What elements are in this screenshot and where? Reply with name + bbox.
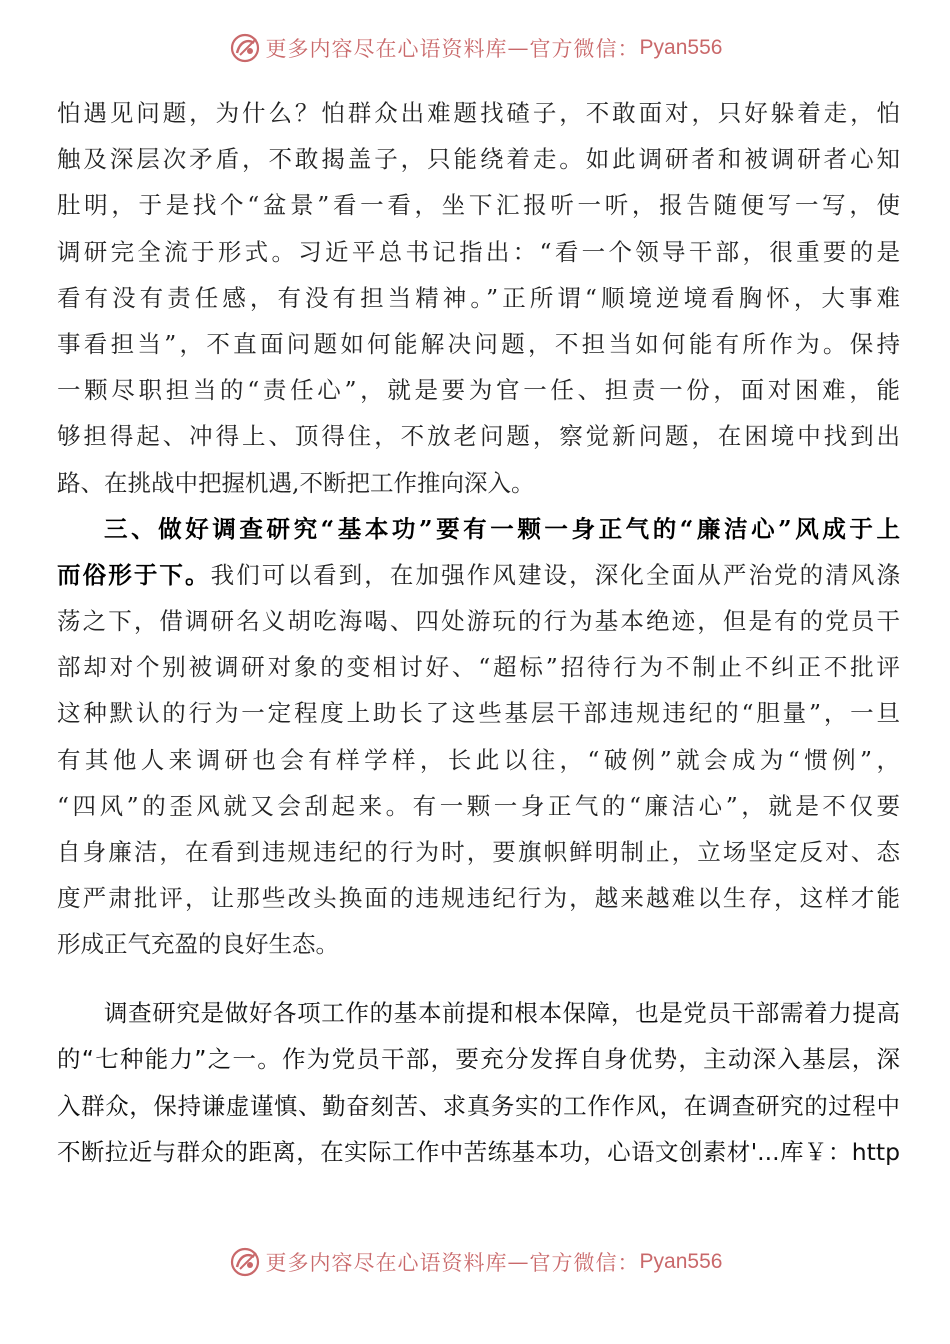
text-line: 形成正气充盈的良好生态。 (57, 930, 339, 959)
watermark-label: 官方微信： (529, 37, 640, 61)
watermark-footer (0, 1242, 950, 1282)
watermark-handle: Pyan556 (639, 36, 723, 59)
paragraph-1 (57, 90, 900, 506)
section-heading: 三、做好调查研究“基本功”要有一颗一身正气的“廉洁心”风成于上 (104, 514, 900, 543)
text-line: 这种默认的行为一定程度上助长了这些基层干部违规违纪的“胆量”，一旦 (57, 699, 900, 728)
text-line: 调研完全流于形式。习近平总书记指出：“看一个领导干部，很重要的是 (57, 237, 900, 266)
logo-icon (228, 1245, 264, 1279)
paragraph-gap (57, 968, 900, 990)
watermark-dash: — (507, 1250, 530, 1274)
paragraph-3 (57, 990, 900, 1176)
text-line: 的“七种能力”之一。作为党员干部，要充分发挥自身优势，主动深入基层，深 (57, 1045, 900, 1074)
text-line: 调查研究是做好各项工作的基本前提和根本保障，也是党员干部需着力提高 (104, 998, 900, 1027)
text-line: 部却对个别被调研对象的变相讨好、“超标”招待行为不制止不纠正不批评 (57, 653, 900, 682)
logo-icon (228, 31, 264, 65)
section-heading-end: 而俗形于下。 (57, 560, 211, 589)
watermark-label: 官方微信： (529, 1251, 640, 1275)
text-line: 荡之下，借调研名义胡吃海喝、四处游玩的行为基本绝迹，但是有的党员干 (57, 607, 900, 636)
text-line: 看有没有责任感，有没有担当精神。”正所谓“顺境逆境看胸怀，大事难 (57, 283, 900, 312)
watermark-handle: Pyan556 (639, 1250, 723, 1273)
text-line: 自身廉洁，在看到违规违纪的行为时，要旗帜鲜明制止，立场坚定反对、态 (57, 838, 900, 866)
text-line: 触及深层次矛盾，不敢揭盖子，只能绕着走。如此调研者和被调研者心知 (57, 145, 900, 174)
text-line (57, 552, 900, 598)
watermark-dash: — (507, 36, 530, 60)
document-body (57, 90, 900, 1176)
watermark-text: 更多内容尽在心语资料库 (265, 1251, 508, 1275)
text-line: 有其他人来调研也会有样学样，长此以往，“破例”就会成为“惯例”， (57, 745, 900, 774)
text-line: 肚明，于是找个“盆景”看一看，坐下汇报听一听，报告随便写一写，使 (57, 191, 900, 220)
text-line: “四风”的歪风就又会刮起来。有一颗一身正气的“廉洁心”，就是不仅要 (57, 791, 900, 820)
text-line: 度严肃批评，让那些改头换面的违规违纪行为，越来越难以生存，这样才能 (57, 884, 900, 913)
text-line: 够担得起、冲得上、顶得住，不放老问题，察觉新问题，在困境中找到出 (57, 422, 900, 451)
text-line: 路、在挑战中把握机遇,不断把工作推向深入。 (57, 468, 535, 497)
text-span: 我们可以看到，在加强作风建设，深化全面从严治党的清风涤 (210, 560, 900, 589)
text-line: 不断拉近与群众的距离，在实际工作中苦练基本功，心语文创素材'...库￥：http (57, 1138, 900, 1167)
text-line: 一颗尽职担当的“责任心”，就是要为官一任、担责一份，面对困难，能 (57, 376, 900, 405)
watermark-header (0, 28, 950, 68)
text-line: 入群众，保持谦虚谨慎、勤奋刻苦、求真务实的工作作风，在调查研究的过程中 (57, 1091, 900, 1120)
paragraph-2 (57, 506, 900, 968)
text-line: 怕遇见问题，为什么？怕群众出难题找碴子，不敢面对，只好躲着走，怕 (57, 99, 900, 127)
text-line: 事看担当”，不直面问题如何能解决问题，不担当如何能有所作为。保持 (57, 329, 900, 358)
watermark-text: 更多内容尽在心语资料库 (265, 37, 508, 61)
